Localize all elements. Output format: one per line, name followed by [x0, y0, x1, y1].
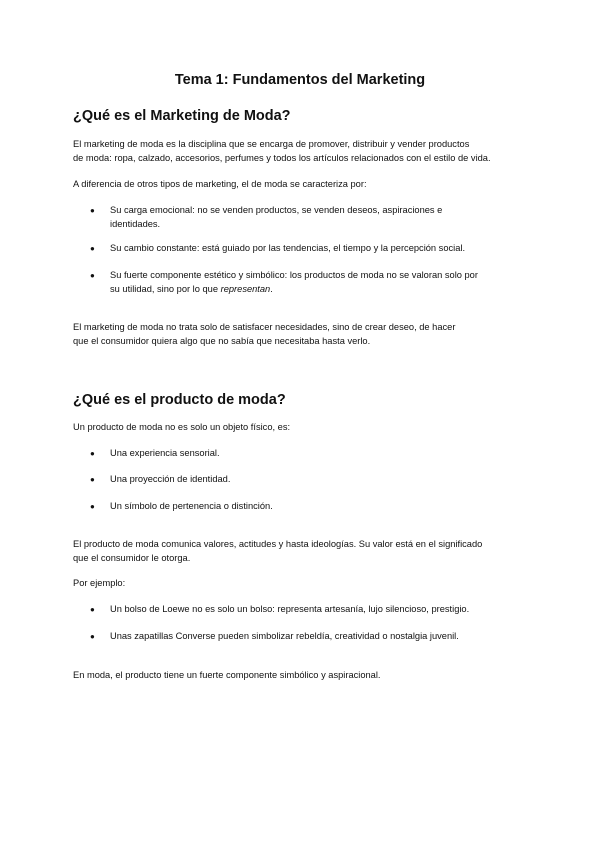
list-item-identidad: Una proyección de identidad.: [110, 474, 231, 484]
list-item-estetico-line-2: [110, 282, 520, 297]
section-heading-producto-de-moda: ¿Qué es el producto de moda?: [73, 392, 286, 408]
paragraph-valores-line-2: que el consumidor le otorga.: [73, 553, 191, 563]
list-item-estetico-text: su utilidad, sino por lo que: [110, 284, 221, 294]
bullet-icon: ●: [90, 632, 95, 641]
paragraph-producto-intro: Un producto de moda no es solo un objeto físico, es:: [73, 422, 291, 432]
list-item-emocional-line-2: identidades.: [110, 219, 161, 229]
bullet-icon: ●: [90, 502, 95, 511]
emphasis-representan: representan: [220, 284, 271, 294]
bullet-icon: ●: [90, 605, 95, 614]
paragraph-deseo-line-1: El marketing de moda no trata solo de satisfacer necesidades, sino de crear deseo, de hacer: [73, 322, 456, 332]
paragraph-definition-line-2: de moda: ropa, calzado, accesorios, perfumes y todos los artículos relacionados con el estilo de vida.: [73, 153, 491, 163]
list-item-emocional-line-1: Su carga emocional: no se venden productos, se venden deseos, aspiraciones e: [110, 205, 443, 215]
bullet-icon: ●: [90, 206, 95, 215]
list-item-estetico-line-1: Su fuerte componente estético y simbólico: los productos de moda no se valoran solo por: [110, 270, 478, 280]
paragraph-valores-line-1: El producto de moda comunica valores, actitudes y hasta ideologías. Su valor está en el significado: [73, 539, 483, 549]
list-item-cambio-constante: Su cambio constante: está guiado por las tendencias, el tiempo y la percepción social.: [110, 243, 466, 253]
list-item-loewe: Un bolso de Loewe no es solo un bolso: representa artesanía, lujo silencioso, prestigio.: [110, 604, 470, 614]
paragraph-definition-line-1: El marketing de moda es la disciplina que se encarga de promover, distribuir y vender productos: [73, 139, 470, 149]
list-item-experiencia: Una experiencia sensorial.: [110, 448, 220, 458]
bullet-icon: ●: [90, 271, 95, 280]
document-title: Tema 1: Fundamentos del Marketing: [174, 72, 426, 88]
paragraph-conclusion: En moda, el producto tiene un fuerte componente simbólico y aspiracional.: [73, 670, 381, 680]
list-item-simbolo: Un símbolo de pertenencia o distinción.: [110, 501, 273, 511]
bullet-icon: ●: [90, 244, 95, 253]
paragraph-deseo-line-2: que el consumidor quiera algo que no sabía que necesitaba hasta verlo.: [73, 336, 371, 346]
paragraph-characteristics-intro: A diferencia de otros tipos de marketing, el de moda se caracteriza por:: [73, 179, 367, 189]
list-item-estetico-period: .: [270, 284, 273, 294]
bullet-icon: ●: [90, 449, 95, 458]
section-heading-marketing-de-moda: ¿Qué es el Marketing de Moda?: [73, 108, 291, 124]
paragraph-por-ejemplo: Por ejemplo:: [73, 578, 126, 588]
list-item-converse: Unas zapatillas Converse pueden simbolizar rebeldía, creatividad o nostalgia juvenil.: [110, 631, 459, 641]
bullet-icon: ●: [90, 475, 95, 484]
